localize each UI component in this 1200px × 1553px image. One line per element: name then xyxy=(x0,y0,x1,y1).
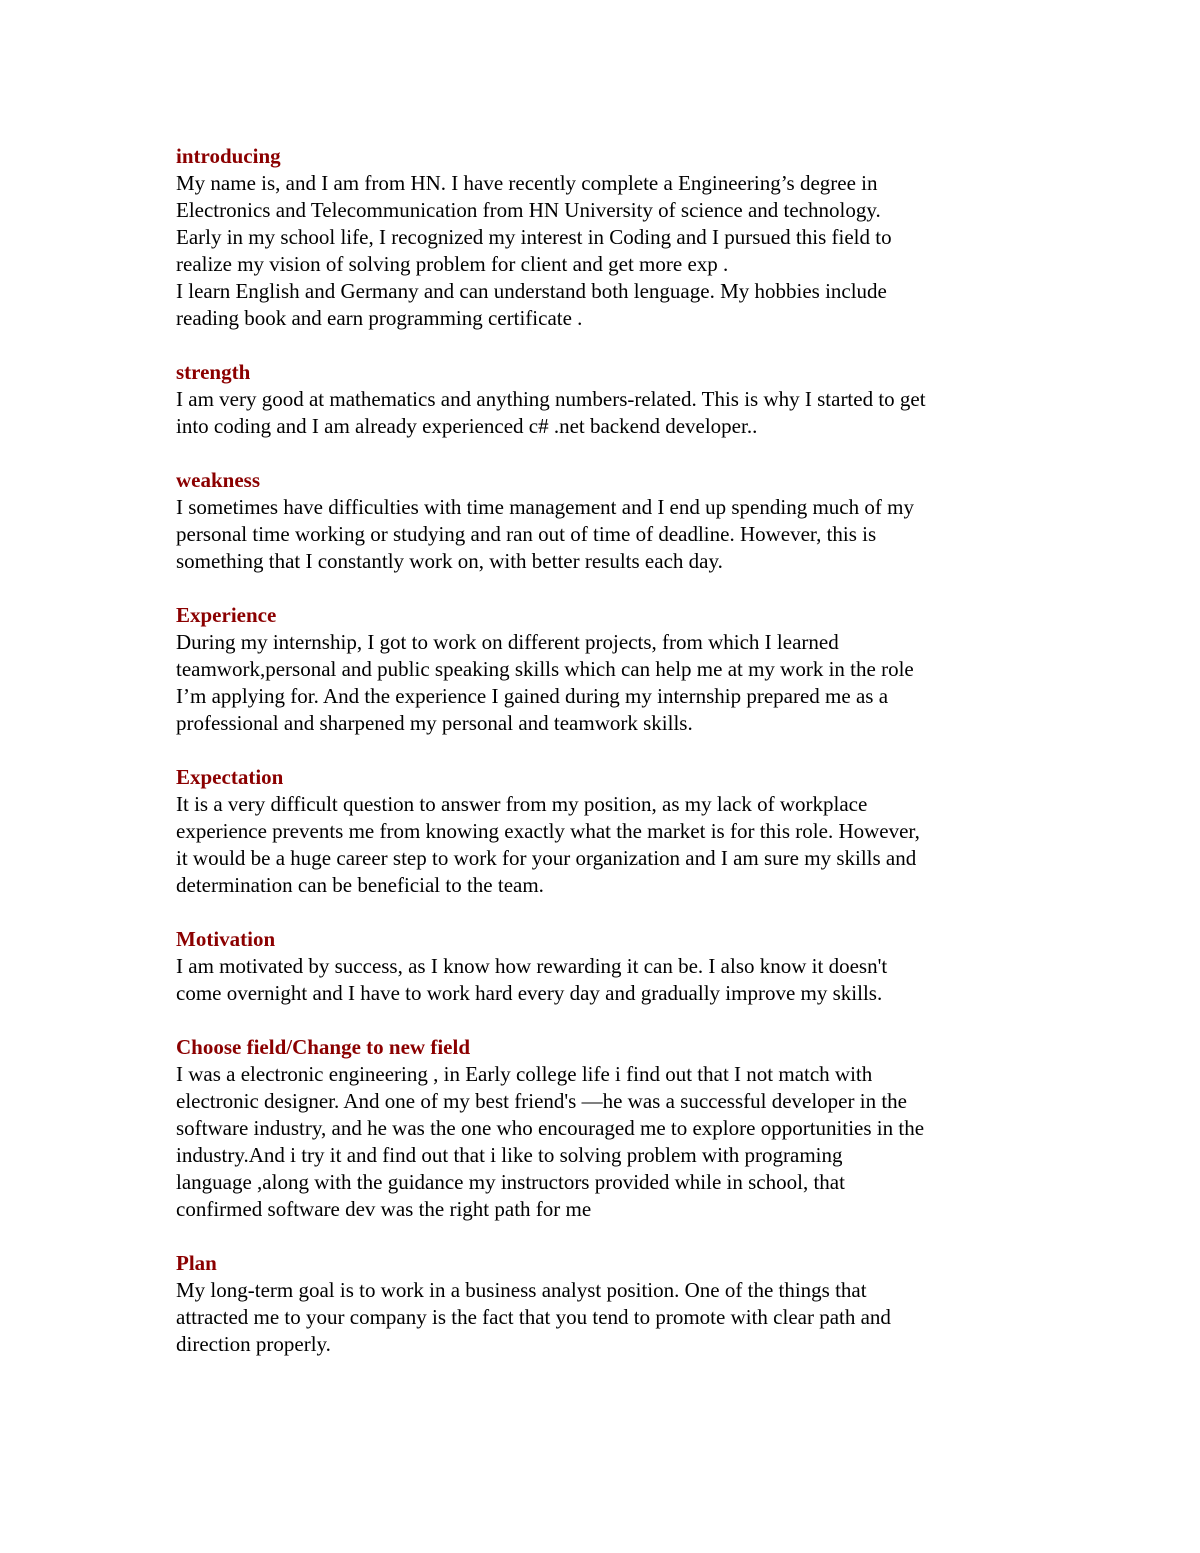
section-heading: Choose field/Change to new field xyxy=(176,1035,470,1059)
section-heading: Plan xyxy=(176,1251,217,1275)
document-section xyxy=(176,359,1036,440)
paragraph-line: confirmed software dev was the right path for me xyxy=(176,1197,592,1221)
paragraph-line: electronic designer. And one of my best friend's —he was a successful developer in the xyxy=(176,1089,907,1113)
section-heading: introducing xyxy=(176,144,281,168)
section-heading: strength xyxy=(176,360,251,384)
paragraph-line: attracted me to your company is the fact that you tend to promote with clear path and xyxy=(176,1305,891,1329)
paragraph-line: come overnight and I have to work hard every day and gradually improve my skills. xyxy=(176,981,883,1005)
paragraph-line: It is a very difficult question to answer from my position, as my lack of workplace xyxy=(176,792,868,816)
paragraph-line: direction properly. xyxy=(176,1332,331,1356)
paragraph-line: personal time working or studying and ran out of time of deadline. However, this is xyxy=(176,522,877,546)
document-section xyxy=(176,764,1036,899)
paragraph-line: During my internship, I got to work on different projects, from which I learned xyxy=(176,630,839,654)
document-section xyxy=(176,1034,1036,1223)
section-heading: Motivation xyxy=(176,927,276,951)
document-section xyxy=(176,467,1036,575)
paragraph-line: My long-term goal is to work in a business analyst position. One of the things that xyxy=(176,1278,867,1302)
paragraph-line: experience prevents me from knowing exactly what the market is for this role. However, xyxy=(176,819,920,843)
paragraph-line: I learn English and Germany and can understand both lenguage. My hobbies include xyxy=(176,279,887,303)
section-heading: weakness xyxy=(176,468,261,492)
document-body xyxy=(176,143,1036,1385)
paragraph-line: professional and sharpened my personal and teamwork skills. xyxy=(176,711,693,735)
paragraph-line: teamwork,personal and public speaking skills which can help me at my work in the role xyxy=(176,657,914,681)
paragraph-line: I am very good at mathematics and anything numbers-related. This is why I started to get xyxy=(176,387,926,411)
paragraph-line: Early in my school life, I recognized my interest in Coding and I pursued this field to xyxy=(176,225,892,249)
paragraph-line: it would be a huge career step to work for your organization and I am sure my skills and xyxy=(176,846,917,870)
section-heading: Expectation xyxy=(176,765,284,789)
paragraph-line: language ,along with the guidance my instructors provided while in school, that xyxy=(176,1170,845,1194)
paragraph-line: reading book and earn programming certificate . xyxy=(176,306,583,330)
paragraph-line: Electronics and Telecommunication from HN University of science and technology. xyxy=(176,198,881,222)
paragraph-line: industry.And i try it and find out that i like to solving problem with programing xyxy=(176,1143,843,1167)
document-section xyxy=(176,602,1036,737)
document-section xyxy=(176,1250,1036,1358)
paragraph-line: I was a electronic engineering , in Early college life i find out that I not match with xyxy=(176,1062,873,1086)
paragraph-line: into coding and I am already experienced c# .net backend developer.. xyxy=(176,414,758,438)
paragraph-line: software industry, and he was the one who encouraged me to explore opportunities in the xyxy=(176,1116,925,1140)
paragraph-line: realize my vision of solving problem for client and get more exp . xyxy=(176,252,729,276)
paragraph-line: determination can be beneficial to the team. xyxy=(176,873,544,897)
document-section xyxy=(176,926,1036,1007)
paragraph-line: I sometimes have difficulties with time management and I end up spending much of my xyxy=(176,495,914,519)
paragraph-line: I’m applying for. And the experience I gained during my internship prepared me as a xyxy=(176,684,889,708)
section-heading: Experience xyxy=(176,603,277,627)
paragraph-line: I am motivated by success, as I know how rewarding it can be. I also know it doesn't xyxy=(176,954,888,978)
paragraph-line: My name is, and I am from HN. I have recently complete a Engineering’s degree in xyxy=(176,171,878,195)
document-section xyxy=(176,143,1036,332)
paragraph-line: something that I constantly work on, with better results each day. xyxy=(176,549,723,573)
